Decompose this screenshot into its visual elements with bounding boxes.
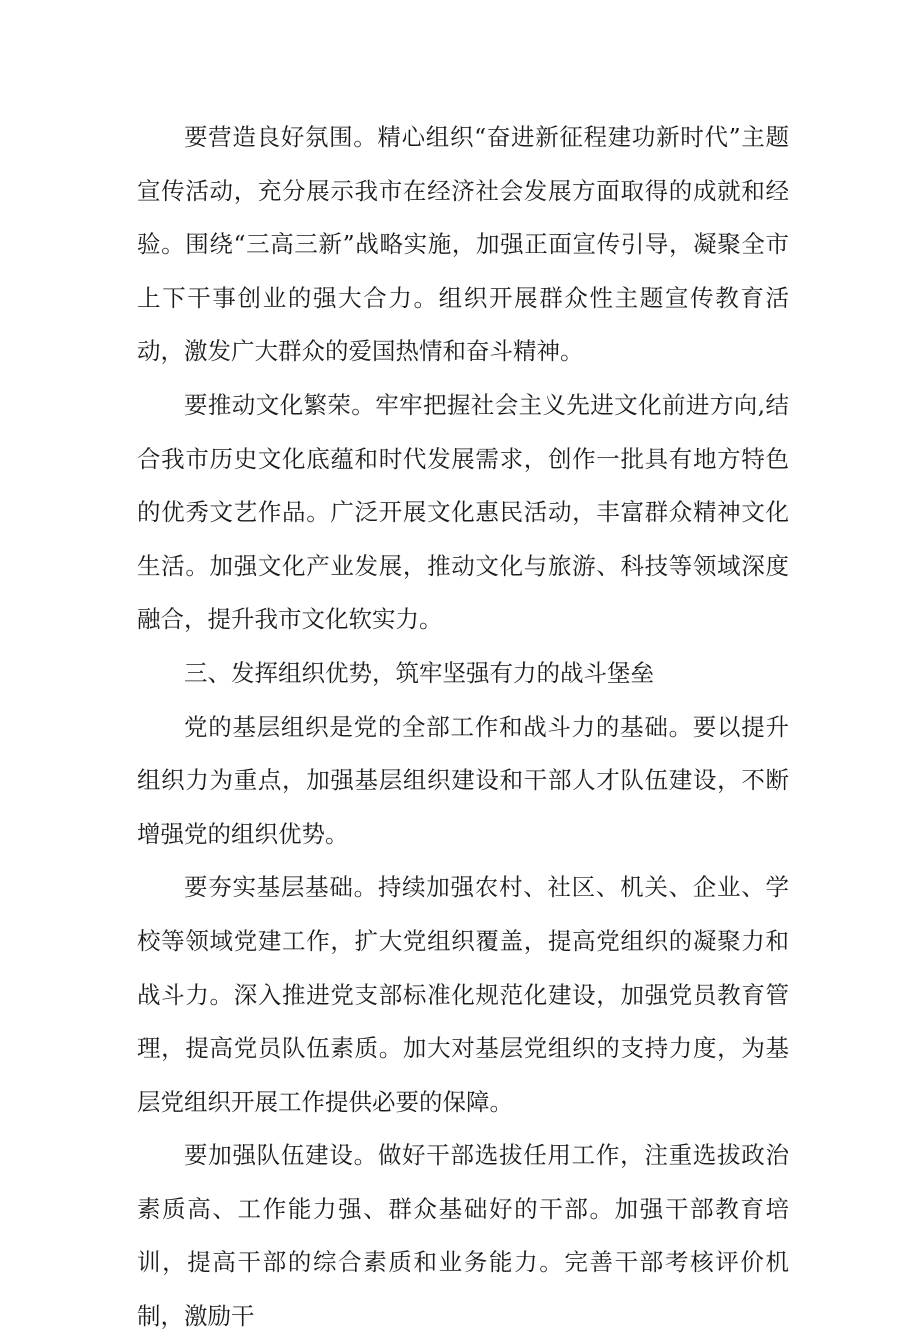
section-heading-organization: 三、发挥组织优势，筑牢坚强有力的战斗堡垒 <box>184 658 654 687</box>
paragraph-grassroots-intro: 党的基层组织是党的全部工作和战斗力的基础。要以提升组织力为重点，加强基层组织建设和干部人才队伍建设，不断增强党的组织优势。 <box>137 712 789 848</box>
paragraph-culture: 要推动文化繁荣。牢牢把握社会主义先进文化前进方向,结合我市历史文化底蕴和时代发展需求，创作一批具有地方特色的优秀文艺作品。广泛开展文化惠民活动，丰富群众精神文化生活。加强文化产业发展，推动文化与旅游、科技等领域深度融合，提升我市文化软实力。 <box>137 390 789 634</box>
document-body <box>137 111 789 1344</box>
paragraph-team-building: 要加强队伍建设。做好干部选拔任用工作，注重选拔政治素质高、工作能力强、群众基础好的干部。加强干部教育培训，提高干部的综合素质和业务能力。完善干部考核评价机制，激励干 <box>137 1141 789 1331</box>
paragraph-atmosphere: 要营造良好氛围。精心组织“奋进新征程建功新时代”主题宣传活动，充分展示我市在经济社会发展方面取得的成就和经验。围绕“三高三新”战略实施，加强正面宣传引导，凝聚全市上下干事创业的强大合力。组织开展群众性主题宣传教育活动，激发广大群众的爱国热情和奋斗精神。 <box>137 123 789 366</box>
paragraph-grassroots-foundation: 要夯实基层基础。持续加强农村、社区、机关、企业、学校等领域党建工作，扩大党组织覆盖，提高党组织的凝聚力和战斗力。深入推进党支部标准化规范化建设，加强党员教育管理，提高党员队伍素质。加大对基层党组织的支持力度，为基层党组织开展工作提供必要的保障。 <box>137 873 789 1116</box>
